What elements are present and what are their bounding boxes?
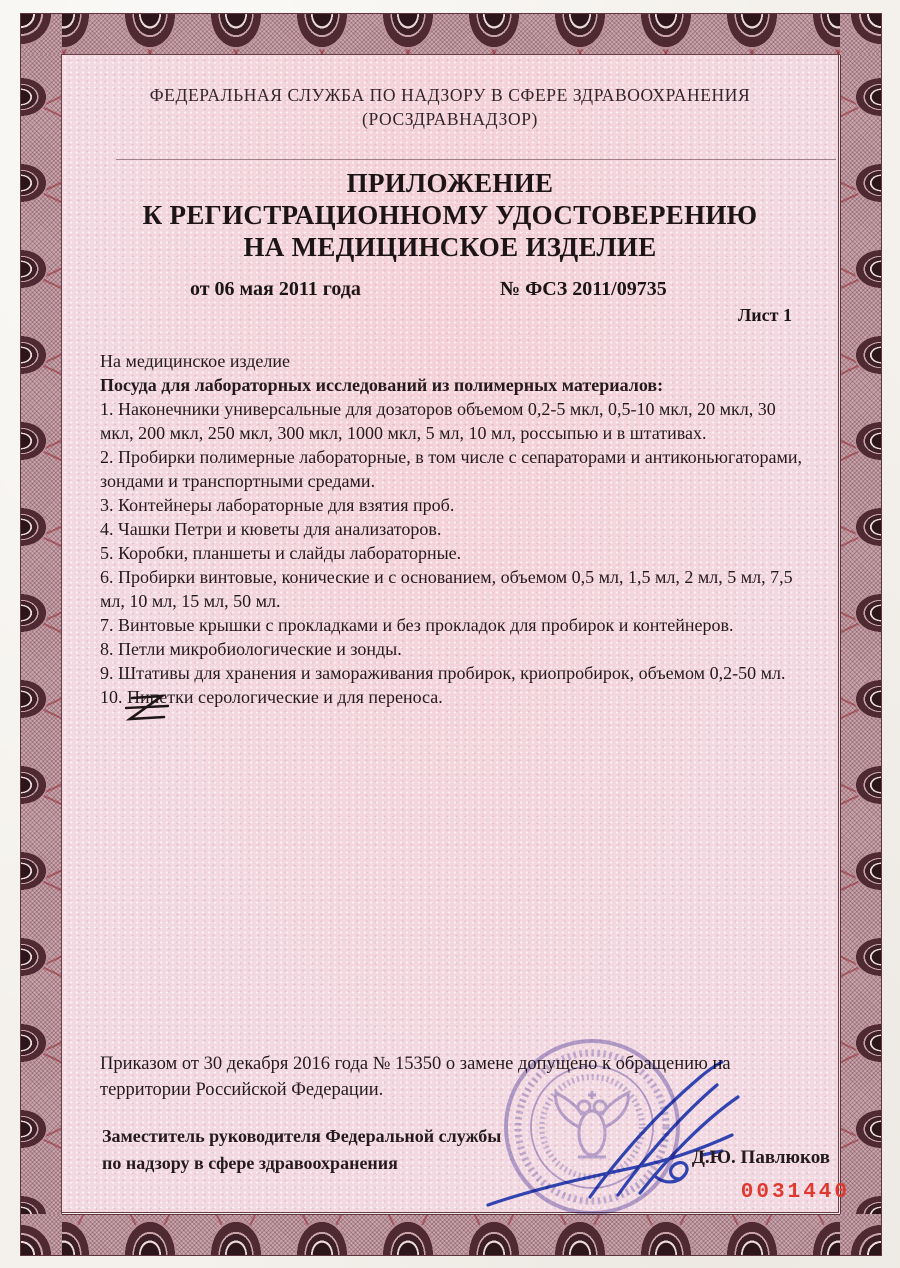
border-top-strip xyxy=(21,14,881,55)
device-description xyxy=(100,349,802,709)
border-corner-top-left xyxy=(21,14,62,55)
replacement-order-note: Приказом от 30 декабря 2016 года № 15350 о замене допущено к обращению на территории Российской Федерации. xyxy=(100,1054,731,1100)
list-item: 5. Коробки, планшеты и слайды лабораторные. xyxy=(100,543,462,563)
border-left-strip xyxy=(21,54,62,1215)
issuing-agency xyxy=(62,83,838,131)
border-corner-bottom-right xyxy=(840,1214,881,1255)
border-bottom-strip xyxy=(21,1214,881,1255)
intro-line: На медицинское изделие xyxy=(100,351,291,371)
z-strike-end-of-text-mark-icon xyxy=(124,691,172,731)
signer-name: Д.Ю. Павлюков xyxy=(691,1147,830,1168)
signer-title xyxy=(102,1123,522,1177)
border-corner-bottom-left xyxy=(21,1214,62,1255)
list-item: 1. Наконечники универсальные для дозаторов объемом 0,2-5 мкл, 0,5-10 мкл, 20 мкл, 30 мкл, 200 мкл, 250 мкл, 300 мкл, 1000 мкл, 5 мл, 10 мл, россыпью и в штативах. xyxy=(100,399,776,443)
signer-title-line-2: по надзору в сфере здравоохранения xyxy=(102,1153,398,1173)
list-item: 8. Петли микробиологические и зонды. xyxy=(100,639,402,659)
agency-short-name: (РОСЗДРАВНАДЗОР) xyxy=(362,109,538,129)
certificate-page xyxy=(62,55,850,1212)
title-line-1: ПРИЛОЖЕНИЕ xyxy=(346,168,554,198)
border-right-strip xyxy=(840,54,881,1215)
list-item: 3. Контейнеры лабораторные для взятия проб. xyxy=(100,495,455,515)
registration-meta xyxy=(62,278,838,304)
agency-name: ФЕДЕРАЛЬНАЯ СЛУЖБА ПО НАДЗОРУ В СФЕРЕ ЗДРАВООХРАНЕНИЯ xyxy=(149,85,751,105)
list-item: 10. Пипетки серологические и для переноса. xyxy=(100,687,443,707)
title-line-2: К РЕГИСТРАЦИОННОМУ УДОСТОВЕРЕНИЮ xyxy=(142,200,758,230)
registration-date: от 06 мая 2011 года xyxy=(190,278,361,300)
list-item: 9. Штативы для хранения и замораживания пробирок, криопробирок, объемом 0,2-50 мл. xyxy=(100,663,786,683)
header-divider-line xyxy=(116,159,836,160)
product-heading: Посуда для лабораторных исследований из полимерных материалов: xyxy=(100,375,664,395)
sheet-number: Лист 1 xyxy=(737,305,792,325)
list-item: 4. Чашки Петри и кюветы для анализаторов. xyxy=(100,519,442,539)
document-title xyxy=(62,167,838,263)
list-item: 7. Винтовые крышки с прокладками и без прокладок для пробирок и контейнеров. xyxy=(100,615,734,635)
list-item: 2. Пробирки полимерные лабораторные, в том числе с сепараторами и антиконьюгаторами, зондами и транспортными средами. xyxy=(100,447,802,491)
title-line-3: НА МЕДИЦИНСКОЕ ИЗДЕЛИЕ xyxy=(243,232,657,262)
list-item: 6. Пробирки винтовые, конические и с основанием, объемом 0,5 мл, 1,5 мл, 2 мл, 5 мл, 7,5 мл, 10 мл, 15 мл, 50 мл. xyxy=(100,567,793,611)
signer-title-line-1: Заместитель руководителя Федеральной службы xyxy=(102,1126,502,1146)
registration-number: № ФСЗ 2011/09735 xyxy=(500,278,667,300)
border-corner-top-right xyxy=(840,14,881,55)
form-serial-number: 0031440 xyxy=(740,1181,850,1204)
